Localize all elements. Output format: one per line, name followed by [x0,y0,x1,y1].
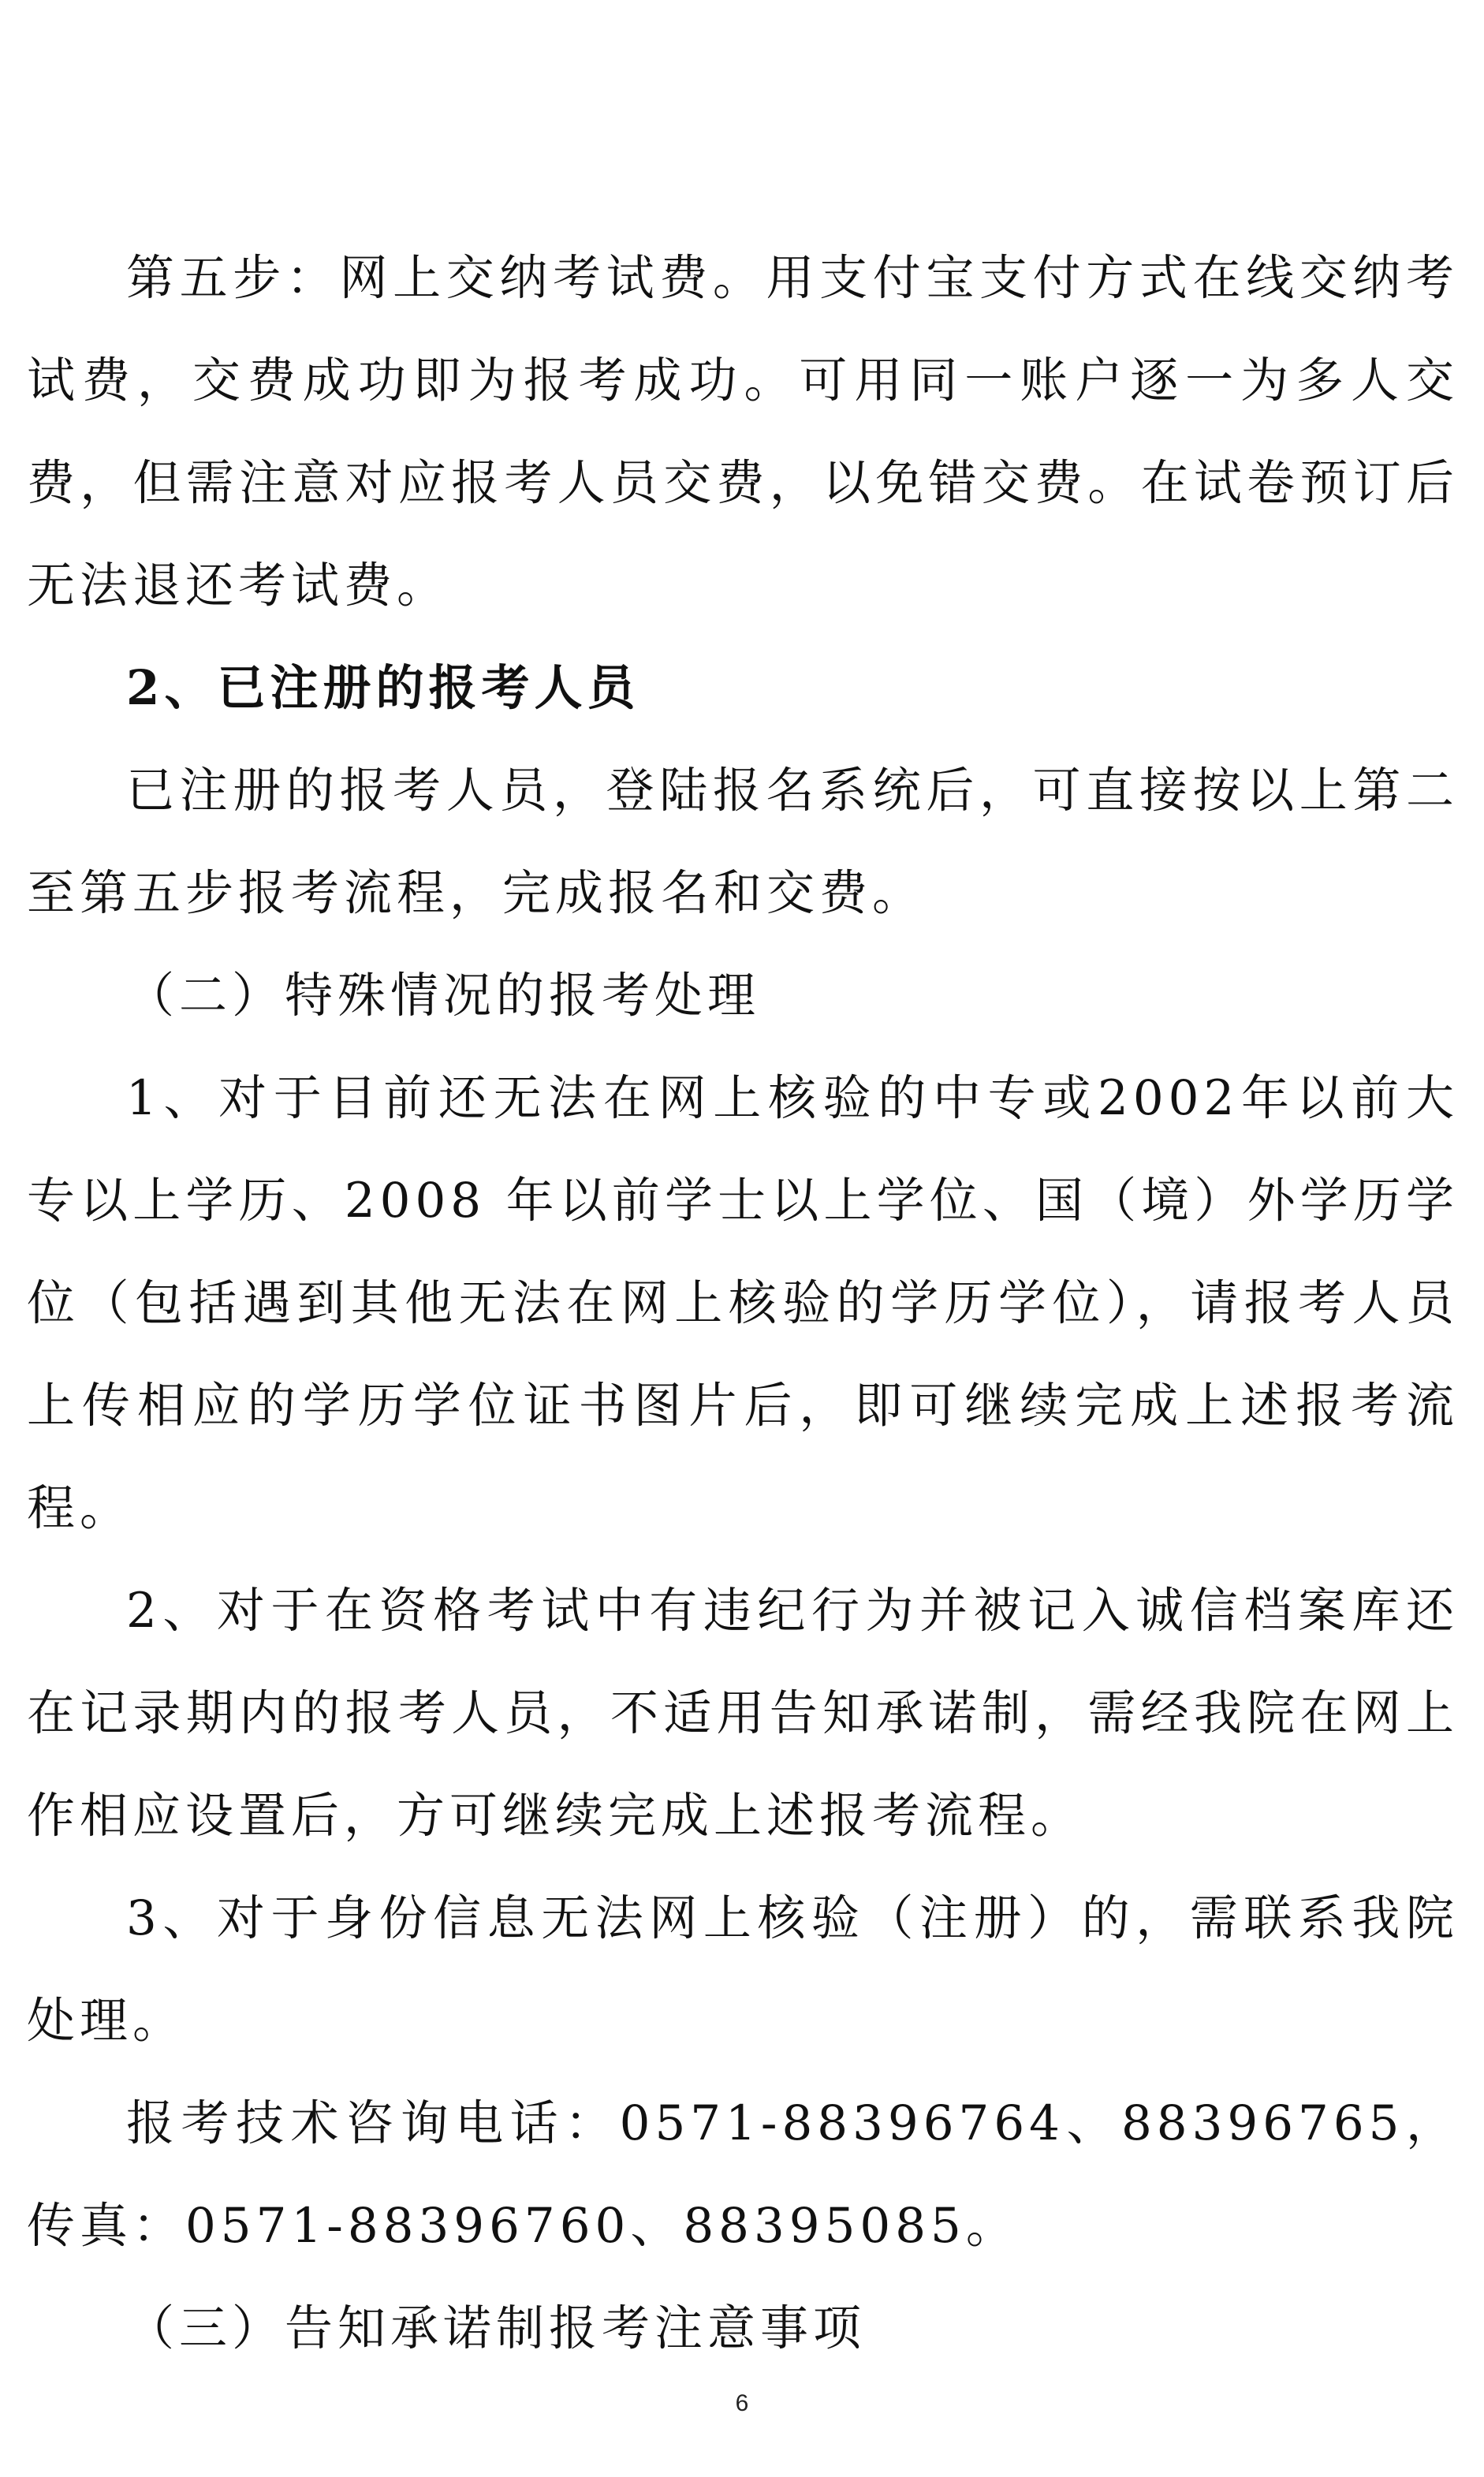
page-number: 6 [735,2390,749,2416]
heading-notice-items: （三）告知承诺制报考注意事项 [126,2300,867,2356]
paragraph-step-five: 第五步：网上交纳考试费。用支付宝支付方式在线交纳考试费，交费成功即为报考成功。可用同一账户逐一为多人交费，但需注意对应报考人员交费，以免错交费。在试卷预订后无法退还考试费。 [27,250,1459,614]
document-body [27,227,1459,2380]
paragraph-special-case-2: 2、对于在资格考试中有违纪行为并被记入诚信档案库还在记录期内的报考人员，不适用告知承诺制，需经我院在网上作相应设置后，方可继续完成上述报考流程。 [27,1583,1459,1844]
heading-special-cases: （二）特殊情况的报考处理 [126,968,761,1024]
paragraph-registered-applicants: 已注册的报考人员，登陆报名系统后，可直接按以上第二至第五步报考流程，完成报名和交费。 [27,763,1459,921]
heading-registered-applicants: 2、已注册的报考人员 [126,660,640,716]
paragraph-contact-info: 报考技术咨询电话：0571-88396764、88396765，传真：0571-88396760、88395085。 [27,2095,1459,2254]
paragraph-special-case-1: 1、对于目前还无法在网上核验的中专或2002年以前大专以上学历、2008 年以前学士以上学位、国（境）外学历学位（包括遇到其他无法在网上核验的学历学位），请报考人员上传相应的学历学位证书图片后，即可继续完成上述报考流程。 [27,1070,1459,1536]
paragraph-special-case-3: 3、对于身份信息无法网上核验（注册）的，需联系我院处理。 [27,1890,1459,2049]
